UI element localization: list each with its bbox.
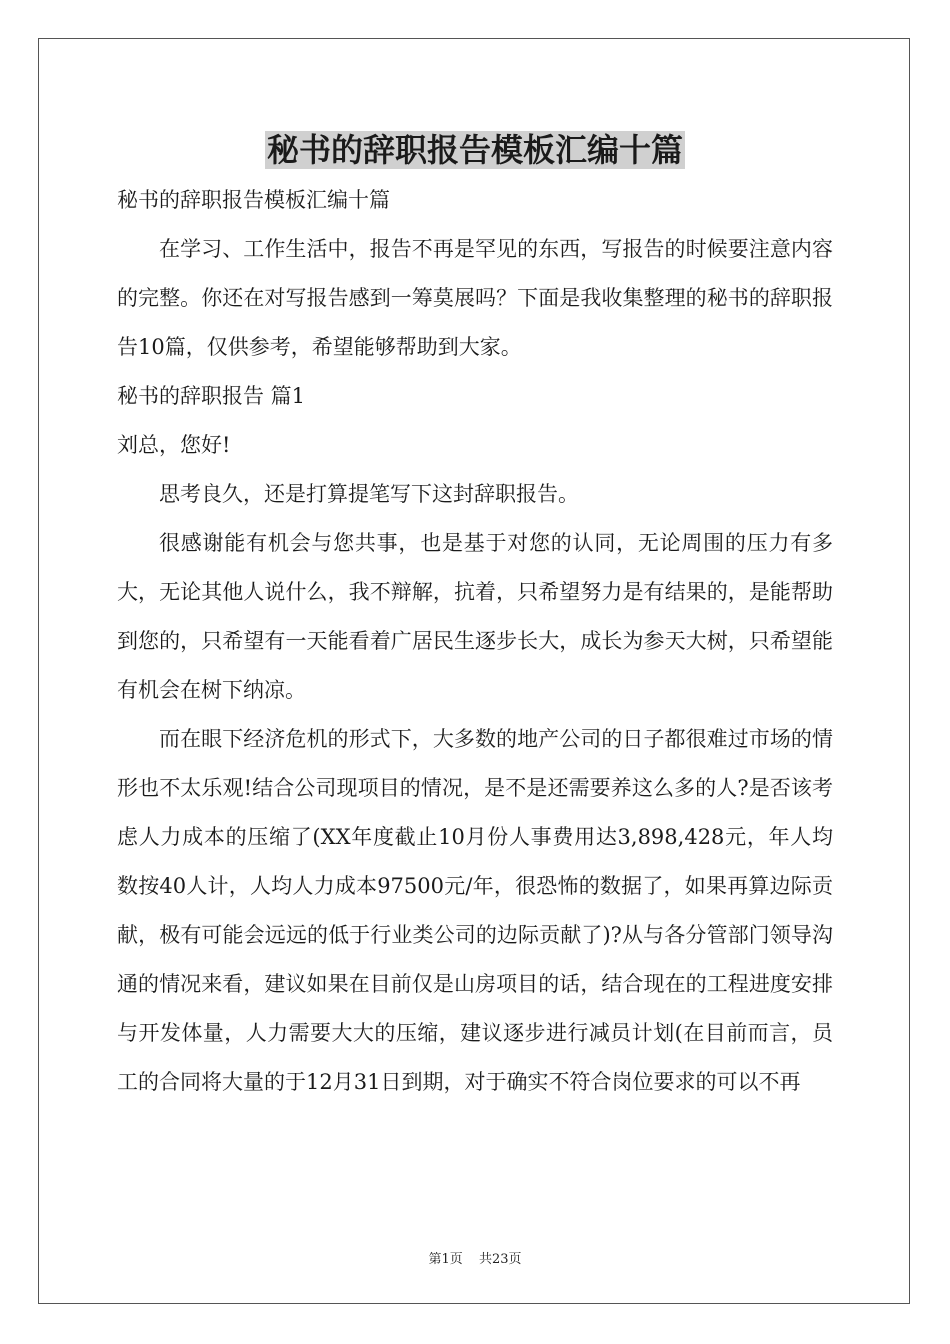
document-title bbox=[0, 128, 950, 172]
salutation: 刘总，您好! bbox=[117, 433, 231, 457]
body-paragraph: 思考良久，还是打算提笔写下这封辞职报告。 bbox=[159, 482, 579, 506]
document-title-text: 秘书的辞职报告模板汇编十篇 bbox=[266, 131, 683, 169]
body-paragraph: 很感谢能有机会与您共事，也是基于对您的认同，无论周围的压力有多大，无论其他人说什么，我不辩解，抗着，只希望努力是有结果的，是能帮助到您的，只希望有一天能看着广居民生逐步长大，成长为参天大树，只希望能有机会在树下纳凉。 bbox=[117, 531, 833, 702]
page-number: 第1页 bbox=[428, 1252, 463, 1267]
body-paragraph: 而在眼下经济危机的形式下，大多数的地产公司的日子都很难过市场的情形也不太乐观!结合公司现项目的情况，是不是还需要养这么多的人?是否该考虑人力成本的压缩了(XX年度截止10月份人事费用达3,898,428元，年人均数按40人计，人均人力成本97500元/年，很恐怖的数据了，如果再算边际贡献，极有可能会远远的低于行业类公司的边际贡献了)?从与各分管部门领导沟通的情况来看，建议如果在目前仅是山房项目的话，结合现在的工程进度安排与开发体量，人力需要大大的压缩，建议逐步进行减员计划(在目前而言，员工的合同将大量的于12月31日到期，对于确实不符合岗位要求的可以不再 bbox=[117, 727, 833, 1094]
intro-paragraph: 在学习、工作生活中，报告不再是罕见的东西，写报告的时候要注意内容的完整。你还在对写报告感到一筹莫展吗？下面是我收集整理的秘书的辞职报告10篇，仅供参考，希望能够帮助到大家。 bbox=[117, 237, 833, 359]
page-footer bbox=[0, 1248, 950, 1267]
subtitle-line: 秘书的辞职报告模板汇编十篇 bbox=[117, 188, 390, 212]
section-heading: 秘书的辞职报告 篇1 bbox=[117, 384, 306, 408]
page-total: 共23页 bbox=[478, 1252, 522, 1267]
document-body bbox=[117, 176, 833, 1107]
